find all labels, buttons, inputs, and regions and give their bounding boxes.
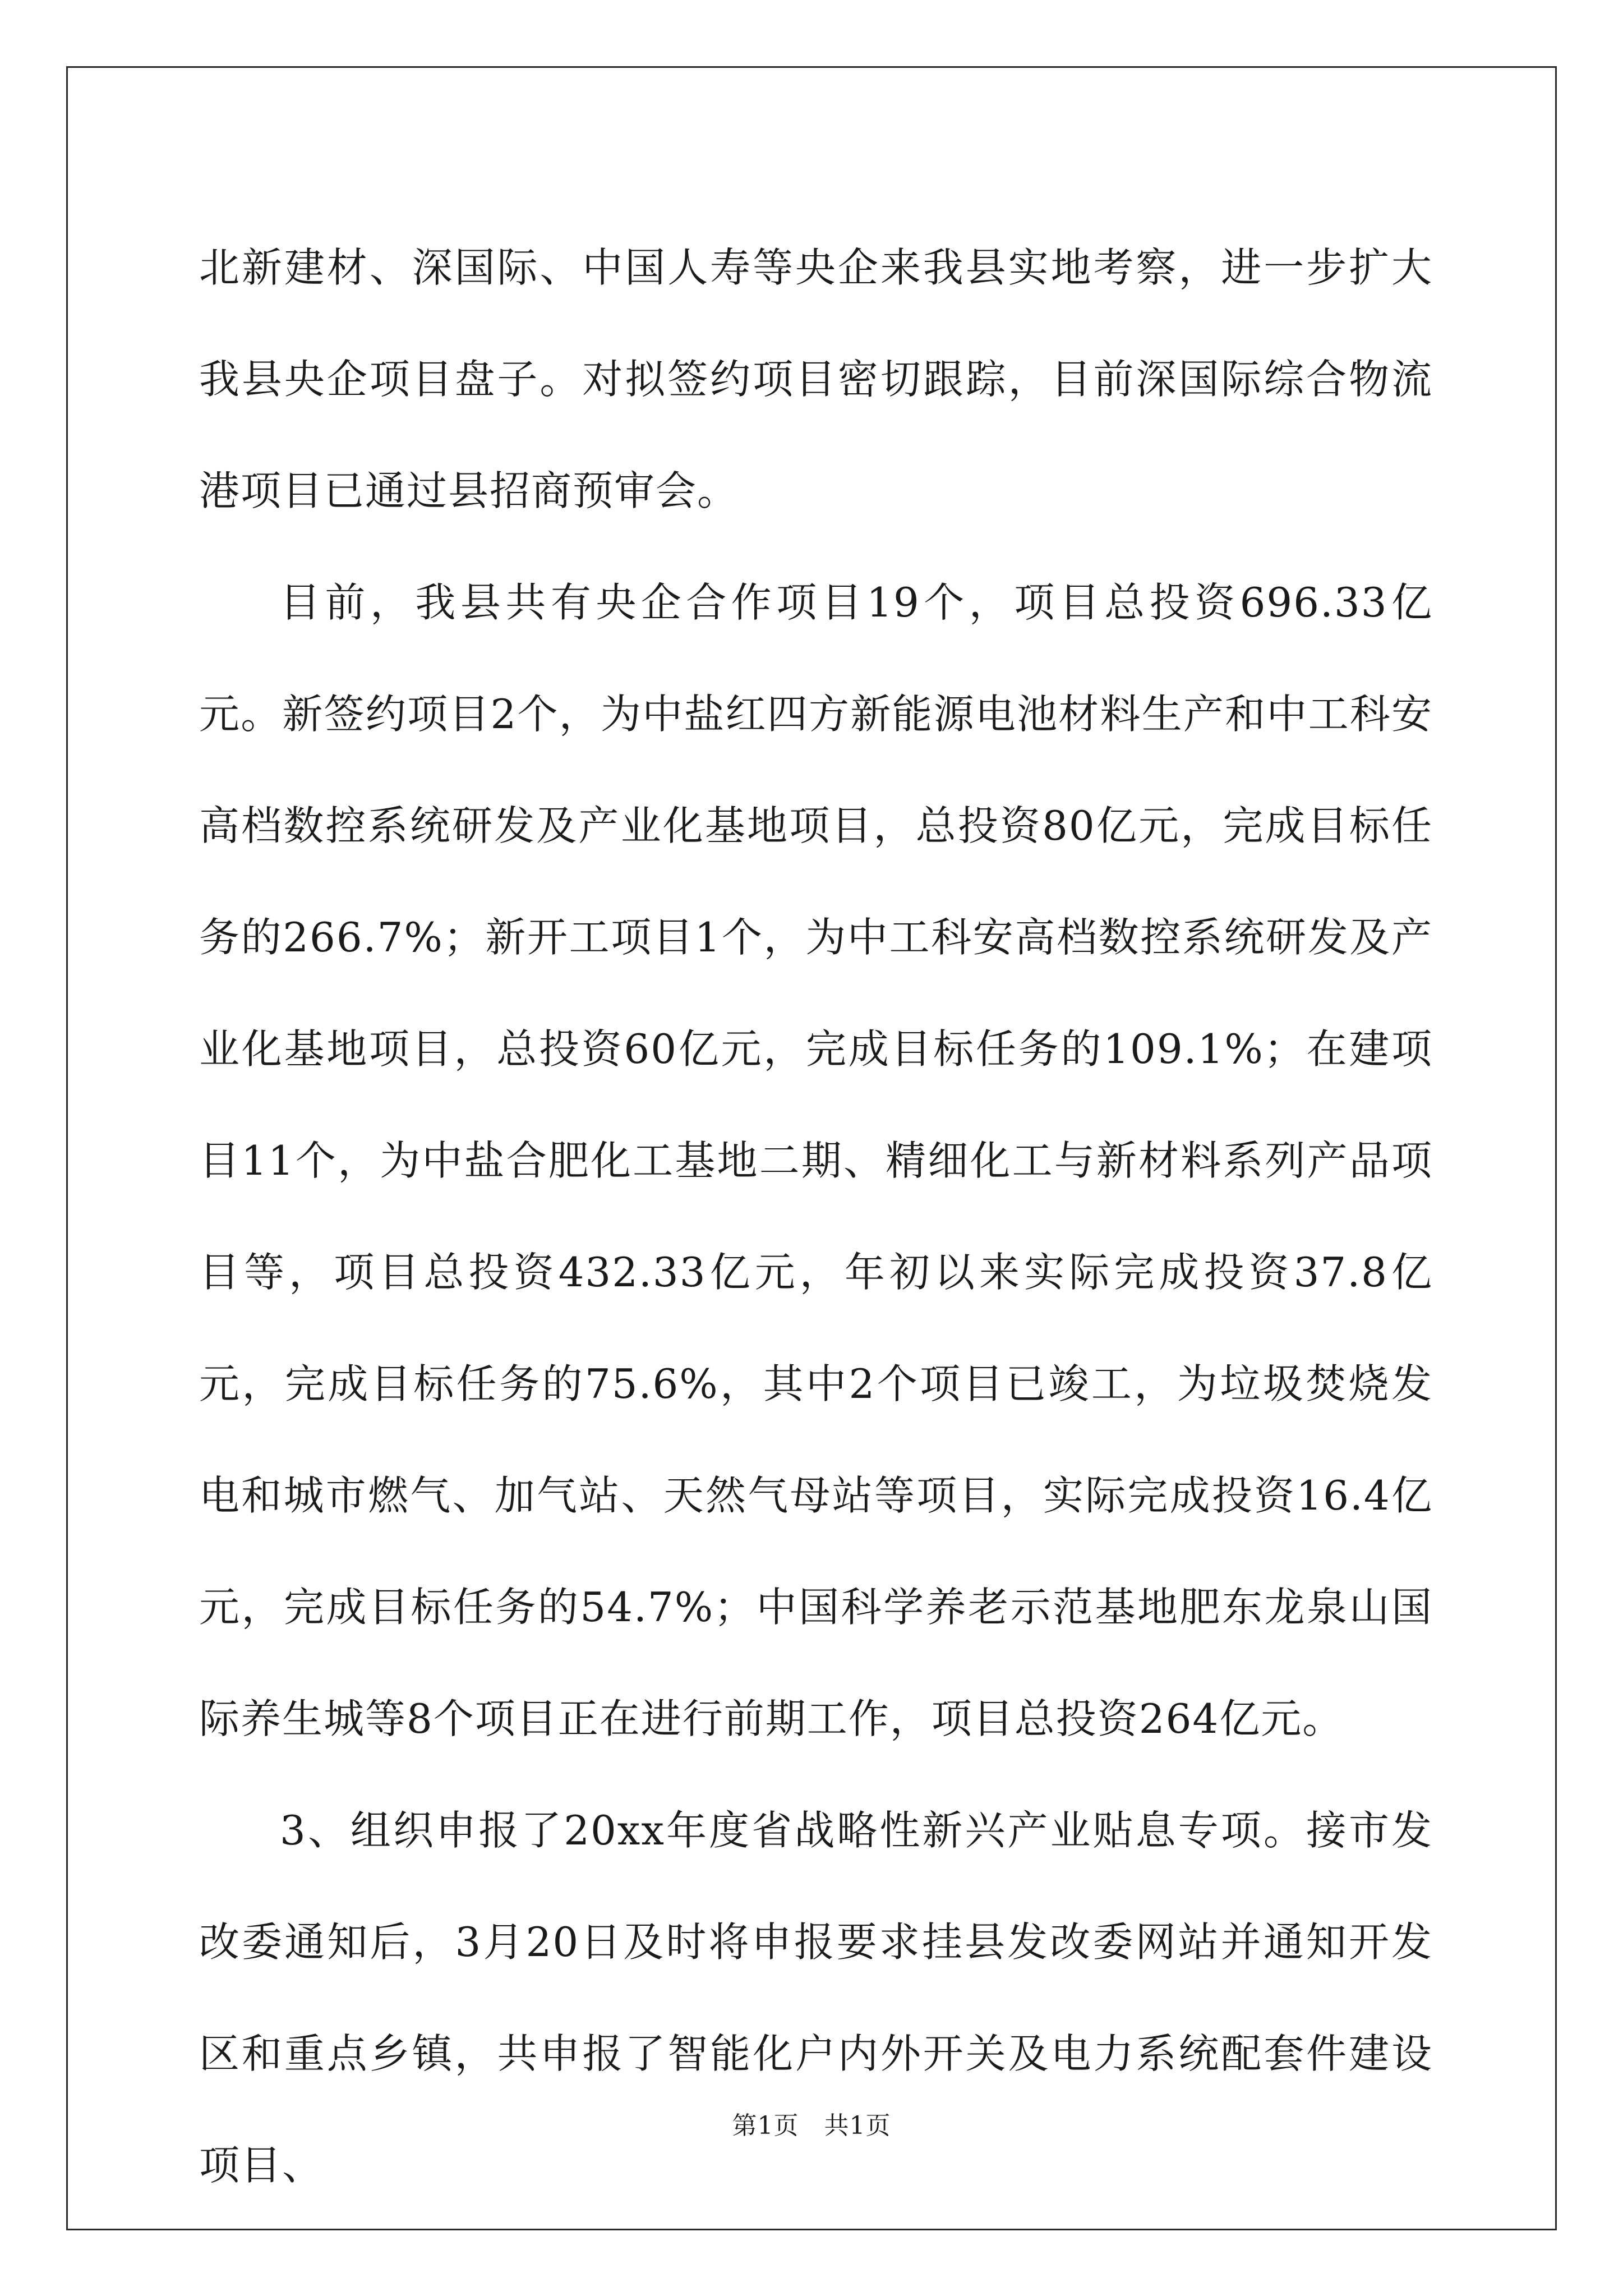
page-total: 共1页 (824, 2111, 891, 2140)
paragraph-1: 北新建材、深国际、中国人寿等央企来我县实地考察，进一步扩大我县央企项目盘子。对拟签约项目密切跟踪，目前深国际综合物流港项目已通过县招商预审会。 (199, 244, 1433, 514)
page-number: 第1页 (732, 2111, 799, 2140)
page-footer (0, 2109, 1623, 2143)
paragraph-3: 3、组织申报了20xx年度省战略性新兴产业贴息专项。接市发改委通知后，3月20日及时将申报要求挂县发改委网站并通知开发区和重点乡镇，共申报了智能化户内外开关及电力系统配套件建设项目、 (199, 1807, 1433, 2189)
paragraph-2: 目前，我县共有央企合作项目19个，项目总投资696.33亿元。新签约项目2个，为中盐红四方新能源电池材料生产和中工科安高档数控系统研发及产业化基地项目，总投资80亿元，完成目标任务的266.7%；新开工项目1个，为中工科安高档数控系统研发及产业化基地项目，总投资60亿元，完成目标任务的109.1%；在建项目11个，为中盐合肥化工基地二期、精细化工与新材料系列产品项目等，项目总投资432.33亿元，年初以来实际完成投资37.8亿元，完成目标任务的75.6%，其中2个项目已竣工，为垃圾焚烧发电和城市燃气、加气站、天然气母站等项目，实际完成投资16.4亿元，完成目标任务的54.7%；中国科学养老示范基地肥东龙泉山国际养生城等8个项目正在进行前期工作，项目总投资264亿元。 (199, 579, 1433, 1742)
document-body (199, 212, 1433, 2221)
